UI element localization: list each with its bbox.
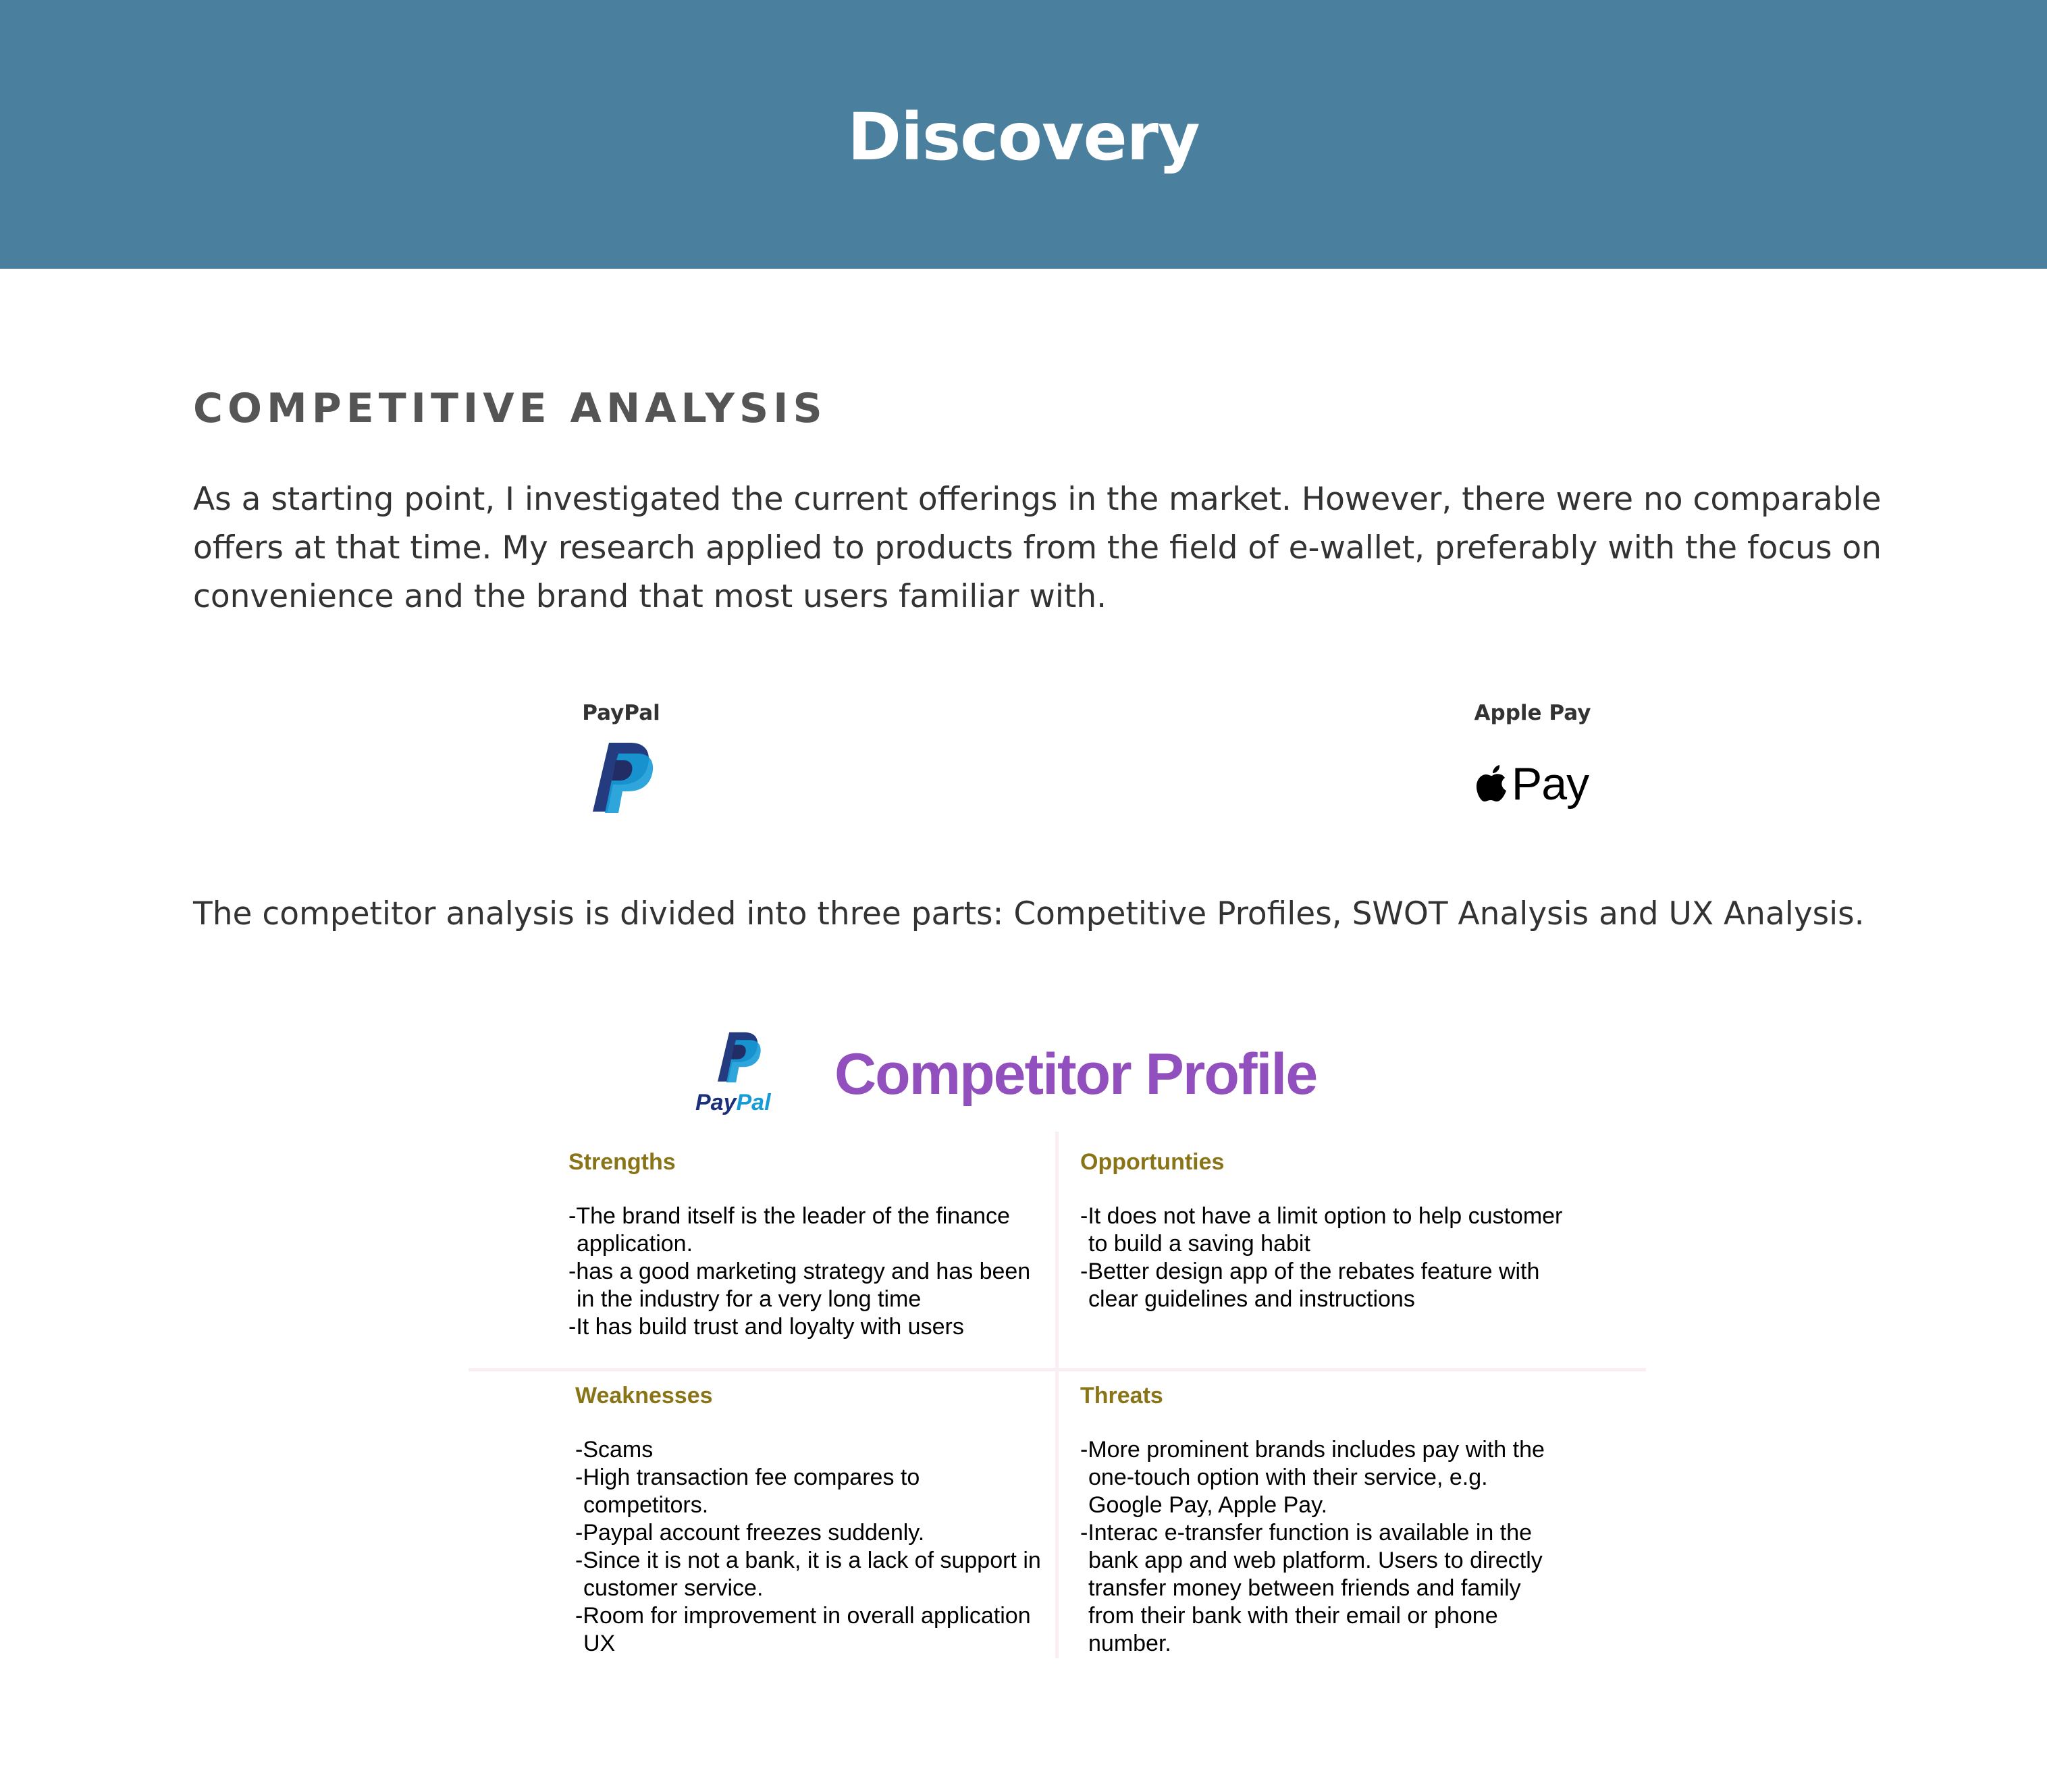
swot-list (568, 1203, 1041, 1341)
list-item: -Interac e-transfer function is available in the bank app and web platform. Users to directly transfer money between friends and family from their bank with their email or phone number. (1080, 1520, 1543, 1656)
paypal-logo-icon (589, 740, 654, 816)
swot-heading: Threats (1080, 1383, 1163, 1408)
paypal-logo (693, 1030, 780, 1118)
list-item: -Scams (575, 1437, 654, 1462)
paypal-wordmark: PayPal (695, 1090, 771, 1115)
section-heading: COMPETITIVE ANALYSIS (193, 385, 827, 432)
swot-divider-vertical (1055, 1132, 1059, 1658)
apple-pay-logo (1425, 758, 1641, 810)
swot-heading: Weaknesses (575, 1383, 713, 1408)
competitor-profile-header (693, 1030, 1317, 1118)
swot-threats (1080, 1383, 1566, 1658)
swot-strengths (568, 1149, 1041, 1341)
list-item: -More prominent brands includes pay with the one-touch option with their service, e.g. Google Pay, Apple Pay. (1080, 1437, 1545, 1518)
list-item: -The brand itself is the leader of the finance application. (568, 1203, 1010, 1257)
profile-title: Competitor Profile (834, 1041, 1317, 1107)
list-item: -Room for improvement in overall application UX (575, 1603, 1031, 1656)
paypal-logo-icon (714, 1030, 762, 1084)
list-item: -has a good marketing strategy and has been in the industry for a very long time (568, 1259, 1031, 1312)
swot-list (575, 1436, 1048, 1658)
list-item: -Paypal account freezes suddenly. (575, 1520, 925, 1546)
page-title: Discovery (847, 99, 1200, 175)
competitor-label: PayPal (582, 701, 660, 725)
apple-logo-icon (1477, 765, 1508, 803)
list-item: -Better design app of the rebates feature with clear guidelines and instructions (1080, 1259, 1540, 1312)
list-item: -It has build trust and loyalty with users (568, 1314, 964, 1340)
swot-opportunities (1080, 1149, 1566, 1313)
summary-paragraph: The competitor analysis is divided into three parts: Competitive Profiles, SWOT Analysis and UX Analysis. (193, 895, 1865, 932)
list-item: -It does not have a limit option to help customer to build a saving habit (1080, 1203, 1563, 1257)
swot-divider-horizontal (469, 1368, 1646, 1371)
list-item: -High transaction fee compares to competitors. (575, 1465, 920, 1518)
swot-heading: Strengths (568, 1149, 676, 1175)
swot-list (1080, 1203, 1566, 1313)
swot-list (1080, 1436, 1566, 1658)
swot-weaknesses (575, 1383, 1048, 1658)
list-item: -Since it is not a bank, it is a lack of support in customer service. (575, 1548, 1041, 1601)
intro-paragraph: As a starting point, I investigated the current offerings in the market. However, there were no comparable offers at that time. My research applied to products from the field of e-wallet, preferably with the focus on convenience and the brand that most users familiar with. (193, 481, 1882, 615)
competitor-paypal (540, 701, 702, 816)
page-header (0, 0, 2047, 269)
apple-pay-wordmark: Pay (1511, 758, 1589, 810)
competitor-apple-pay (1425, 701, 1641, 810)
swot-heading: Opportunties (1080, 1149, 1225, 1175)
competitor-label: Apple Pay (1474, 701, 1591, 725)
